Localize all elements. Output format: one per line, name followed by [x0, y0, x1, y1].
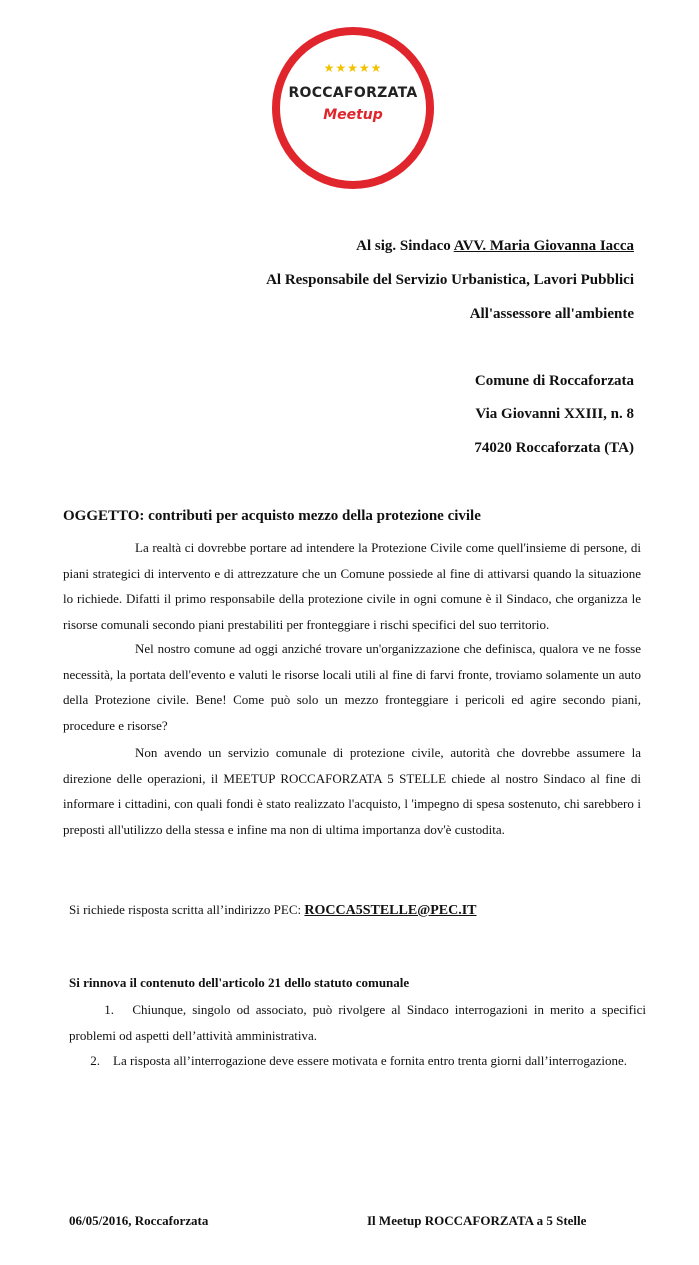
paragraph-2: Nel nostro comune ad oggi anziché trovare un'organizzazione che definisca, qualora ve ne fosse necessità, la portata dell'evento e valuti le risorse locali utili al fine di farvi fronte, troviamo solamente un auto della Protezione civile. Bene! Come può solo un mezzo fronteggiare i pericoli ed agire secondo piani, procedure e risorse? [63, 641, 641, 733]
article-item-1 [69, 997, 646, 1048]
recipient-mayor-name: AVV. Maria Giovanna Iacca [453, 238, 634, 254]
article-item-2-number: 2. [90, 1053, 100, 1068]
article-item-2-text: La risposta all’interrogazione deve essere motivata e fornita entro trenta giorni dall’interrogazione. [113, 1053, 628, 1068]
recipient-mayor-prefix: Al sig. Sindaco [356, 238, 454, 254]
footer-signature: Il Meetup ROCCAFORZATA a 5 Stelle [367, 1213, 587, 1228]
logo-stars-icon: ★★★★★ [323, 61, 383, 75]
logo-name: ROCCAFORZATA [288, 85, 418, 101]
pec-label: Si richiede risposta scritta all’indirizzo PEC: [69, 902, 305, 917]
recipient-assessore: All'assessore all'ambiente [469, 306, 634, 322]
footer-date-place: 06/05/2016, Roccaforzata [69, 1213, 209, 1228]
article-item-1-text: Chiunque, singolo od associato, può rivolgere al Sindaco interrogazioni in merito a specifici problemi od aspetti dell’attività amministrativa. [69, 1002, 646, 1043]
article-item-1-number: 1. [104, 1002, 114, 1017]
paragraph-1: La realtà ci dovrebbe portare ad intendere la Protezione Civile come quell'insieme di persone, di piani strategici di intervento e di attrezzature che un Comune possiede al fine di attivarsi quando la situazione lo richiede. Difatti il primo responsabile della protezione civile in ogni comune è il Sindaco, che organizza le risorse comunali secondo piani prestabiliti per fronteggiare i rischi specifici del suo territorio. [63, 540, 641, 632]
logo-subtitle: Meetup [323, 107, 383, 123]
address-city: 74020 Roccaforzata (TA) [474, 440, 634, 456]
subject-line: OGGETTO: contributi per acquisto mezzo della protezione civile [63, 508, 481, 524]
meetup-logo [272, 27, 434, 189]
recipient-responsabile: Al Responsabile del Servizio Urbanistica, Lavori Pubblici [266, 272, 634, 288]
address-street: Via Giovanni XXIII, n. 8 [475, 406, 634, 422]
paragraph-3: Non avendo un servizio comunale di protezione civile, autorità che dovrebbe assumere la direzione delle operazioni, il MEETUP ROCCAFORZATA 5 STELLE chiede al nostro Sindaco al fine di informare i cittadini, con quali fondi è stato realizzato l'acquisto, l 'impegno di spesa sostenuto, chi sarebbero i preposti all'utilizzo della stessa e infine ma non di ultima importanza dov'è custodita. [63, 745, 641, 837]
article-item-2 [69, 1048, 646, 1074]
address-comune: Comune di Roccaforzata [474, 373, 634, 389]
recipient-mayor [356, 238, 634, 255]
pec-address-link[interactable]: ROCCA5STELLE@PEC.IT [304, 903, 477, 918]
article-heading: Si rinnova il contenuto dell'articolo 21 dello statuto comunale [69, 975, 410, 990]
pec-request [69, 902, 477, 919]
